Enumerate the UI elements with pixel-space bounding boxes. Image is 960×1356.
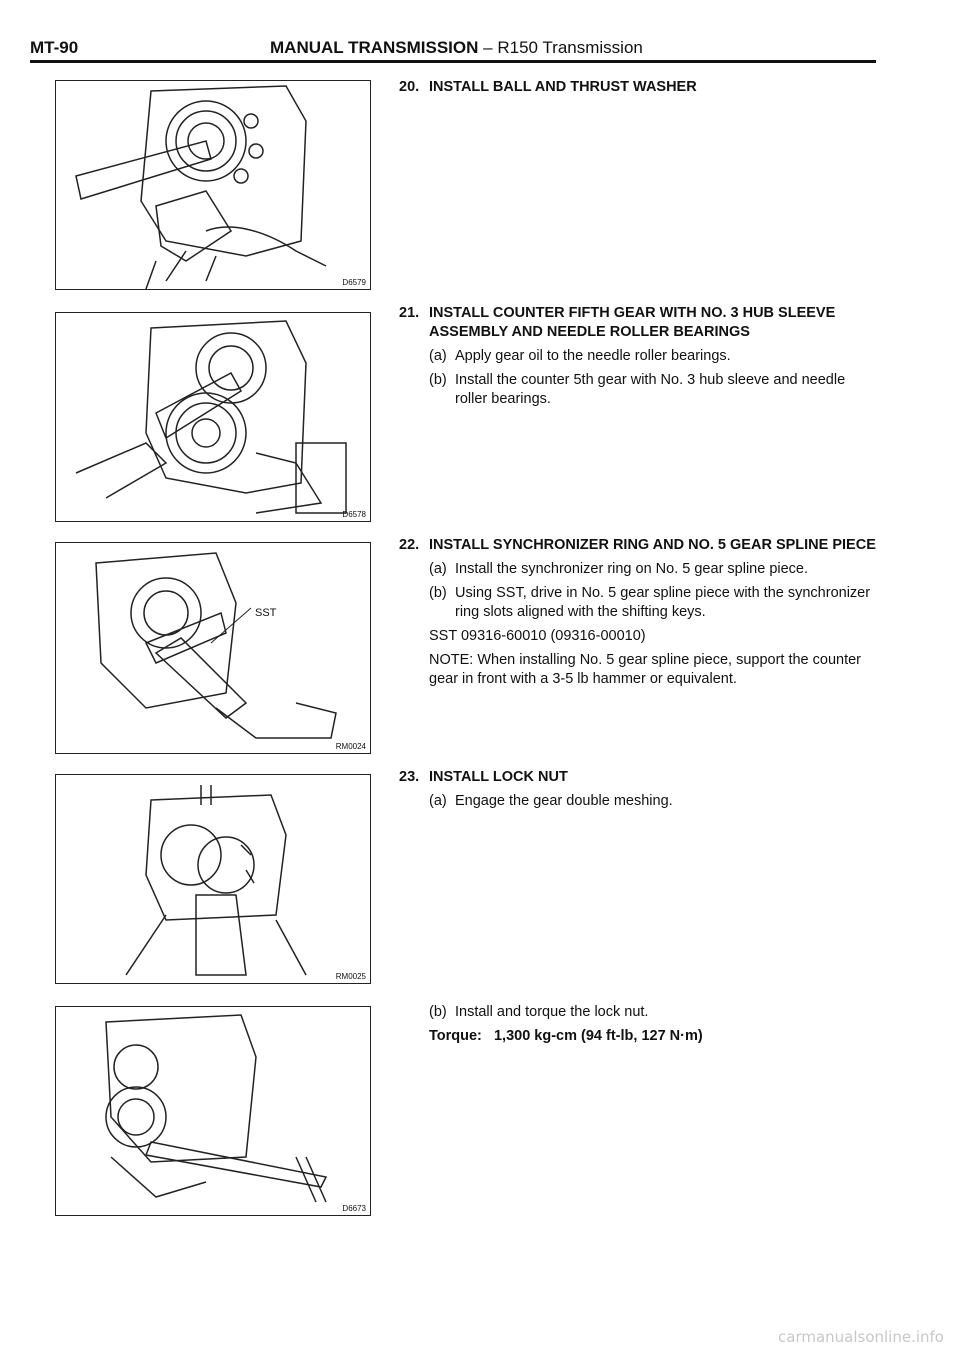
- watermark: carmanualsonline.info: [778, 1328, 944, 1346]
- substep-a: [429, 347, 879, 366]
- substep-a: [429, 792, 879, 811]
- substep-text: Engage the gear double meshing.: [455, 793, 673, 809]
- step-20: [399, 78, 879, 97]
- torque-value: 1,300 kg-cm (94 ft-lb, 127 N·m): [493, 1028, 703, 1044]
- figure-code: D6673: [342, 1204, 366, 1213]
- page-header: [30, 36, 876, 63]
- substep-b: [429, 371, 879, 409]
- transmission-drawing: [56, 81, 370, 289]
- step-heading: INSTALL SYNCHRONIZER RING AND NO. 5 GEAR SPLINE PIECE: [429, 537, 876, 553]
- subsection-title: R150 Transmission: [497, 38, 643, 57]
- note-text: NOTE: When installing No. 5 gear spline piece, support the counter gear in front with a 3-5 lb hammer or equivalent.: [429, 652, 862, 687]
- substep-b: [429, 1003, 879, 1022]
- substep-label: (a): [429, 348, 447, 364]
- figure-code: D6579: [342, 278, 366, 287]
- step-title: [399, 536, 879, 555]
- substep-label: (a): [429, 561, 447, 577]
- step-21: [399, 304, 879, 409]
- step-heading: INSTALL COUNTER FIFTH GEAR WITH NO. 3 HUB SLEEVE ASSEMBLY AND NEEDLE ROLLER BEARINGS: [429, 305, 836, 340]
- substep-text: Install the counter 5th gear with No. 3 hub sleeve and needle roller bearings.: [455, 372, 846, 407]
- title-dash: –: [483, 38, 493, 57]
- step-23-continued: [399, 998, 879, 1046]
- substep-label: (a): [429, 793, 447, 809]
- substep-text: Apply gear oil to the needle roller bearings.: [455, 348, 731, 364]
- substep-text: Install the synchronizer ring on No. 5 gear spline piece.: [455, 561, 809, 577]
- figure-synchronizer-ring: [55, 542, 371, 754]
- transmission-drawing: [56, 313, 370, 521]
- figure-counter-fifth-gear: [55, 312, 371, 522]
- step-heading: INSTALL LOCK NUT: [429, 769, 568, 785]
- transmission-drawing: [56, 1007, 370, 1215]
- step-number: 23.: [399, 769, 420, 785]
- substep-label: (b): [429, 1004, 447, 1020]
- torque-label: Torque:: [429, 1028, 482, 1044]
- step-heading: INSTALL BALL AND THRUST WASHER: [429, 79, 697, 95]
- figure-lock-nut: [55, 774, 371, 984]
- step-23: [399, 768, 879, 811]
- header-title: [270, 38, 643, 58]
- figure-code: RM0024: [335, 742, 366, 751]
- section-title: MANUAL TRANSMISSION: [270, 38, 479, 57]
- transmission-drawing: [56, 543, 370, 753]
- sst-number: SST 09316-60010 (09316-00010): [429, 628, 646, 644]
- step-number: 22.: [399, 537, 420, 553]
- figure-code: RM0025: [335, 972, 366, 981]
- transmission-drawing: [56, 775, 370, 983]
- figure-code: D6578: [342, 510, 366, 519]
- step-title: [399, 768, 879, 787]
- substep-text: Using SST, drive in No. 5 gear spline piece with the synchronizer ring slots aligned with the shifting keys.: [455, 585, 871, 620]
- step-number: 20.: [399, 79, 420, 95]
- sst-label: SST: [255, 607, 277, 619]
- figure-install-ball-washer: [55, 80, 371, 290]
- substep-b: [429, 584, 879, 622]
- step-22: [399, 536, 879, 689]
- substep-label: (b): [429, 585, 447, 601]
- figure-torque-lock-nut: [55, 1006, 371, 1216]
- step-number: 21.: [399, 305, 420, 321]
- torque-spec: [429, 1027, 879, 1046]
- step-title: [399, 78, 879, 97]
- step-title: [399, 304, 879, 342]
- substep-label: (b): [429, 372, 447, 388]
- substep-a: [429, 560, 879, 579]
- substep-text: Install and torque the lock nut.: [455, 1004, 649, 1020]
- page-id: MT-90: [30, 38, 79, 57]
